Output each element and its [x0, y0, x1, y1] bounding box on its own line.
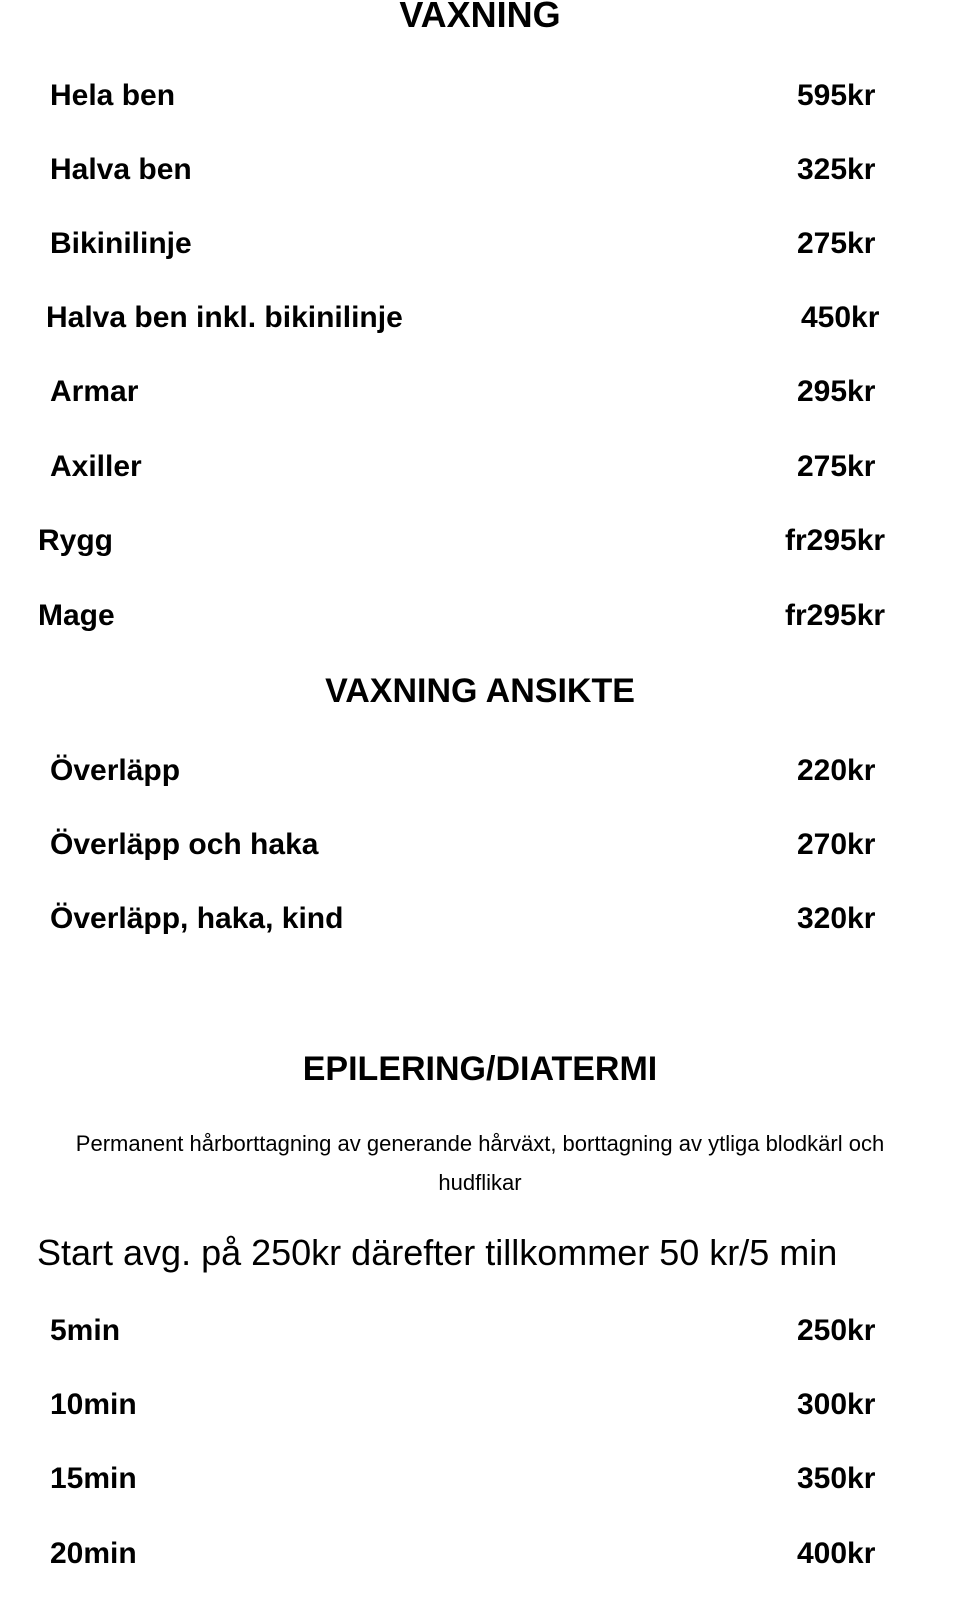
row-label-halva-ben-bikini: Halva ben inkl. bikinilinje	[46, 301, 403, 334]
row-price-armar: 295kr	[797, 375, 876, 408]
row-label-15min: 15min	[50, 1462, 137, 1495]
row-label-bikinilinje: Bikinilinje	[50, 227, 192, 260]
row-price-15min: 350kr	[797, 1462, 876, 1495]
row-price-axiller: 275kr	[797, 450, 876, 483]
row-price-overlapp: 220kr	[797, 754, 876, 787]
start-fee-text: Start avg. på 250kr därefter tillkommer 50 kr/5 min	[37, 1232, 838, 1273]
row-price-mage: fr295kr	[785, 599, 886, 632]
row-label-armar: Armar	[50, 375, 139, 408]
row-price-rygg: fr295kr	[785, 524, 886, 557]
row-label-5min: 5min	[50, 1314, 121, 1347]
epilering-description-line1: Permanent hårborttagning av generande hårväxt, borttagning av ytliga blodkärl och	[75, 1131, 885, 1156]
row-price-10min: 300kr	[797, 1388, 876, 1421]
row-label-halva-ben: Halva ben	[50, 153, 192, 186]
row-price-overlapp-haka: 270kr	[797, 828, 876, 861]
row-label-axiller: Axiller	[50, 450, 142, 483]
row-label-mage: Mage	[38, 599, 115, 632]
page-title: VAXNING	[399, 0, 561, 35]
row-label-10min: 10min	[50, 1388, 137, 1421]
row-label-overlapp-haka: Överläpp och haka	[50, 828, 319, 861]
section-title-vaxning-ansikte: VAXNING ANSIKTE	[325, 672, 635, 710]
epilering-description-line2: hudflikar	[438, 1170, 522, 1195]
row-label-overlapp-haka-kind: Överläpp, haka, kind	[50, 902, 344, 935]
row-label-overlapp: Överläpp	[50, 754, 181, 787]
row-price-hela-ben: 595kr	[797, 79, 876, 112]
row-label-rygg: Rygg	[38, 524, 113, 557]
row-price-halva-ben: 325kr	[797, 153, 876, 186]
section-title-epilering: EPILERING/DIATERMI	[302, 1050, 658, 1088]
row-price-overlapp-haka-kind: 320kr	[797, 902, 876, 935]
row-price-bikinilinje: 275kr	[797, 227, 876, 260]
row-price-20min: 400kr	[797, 1537, 876, 1570]
row-price-5min: 250kr	[797, 1314, 876, 1347]
row-price-halva-ben-bikini: 450kr	[801, 301, 880, 334]
row-label-hela-ben: Hela ben	[50, 79, 176, 112]
row-label-20min: 20min	[50, 1537, 137, 1570]
